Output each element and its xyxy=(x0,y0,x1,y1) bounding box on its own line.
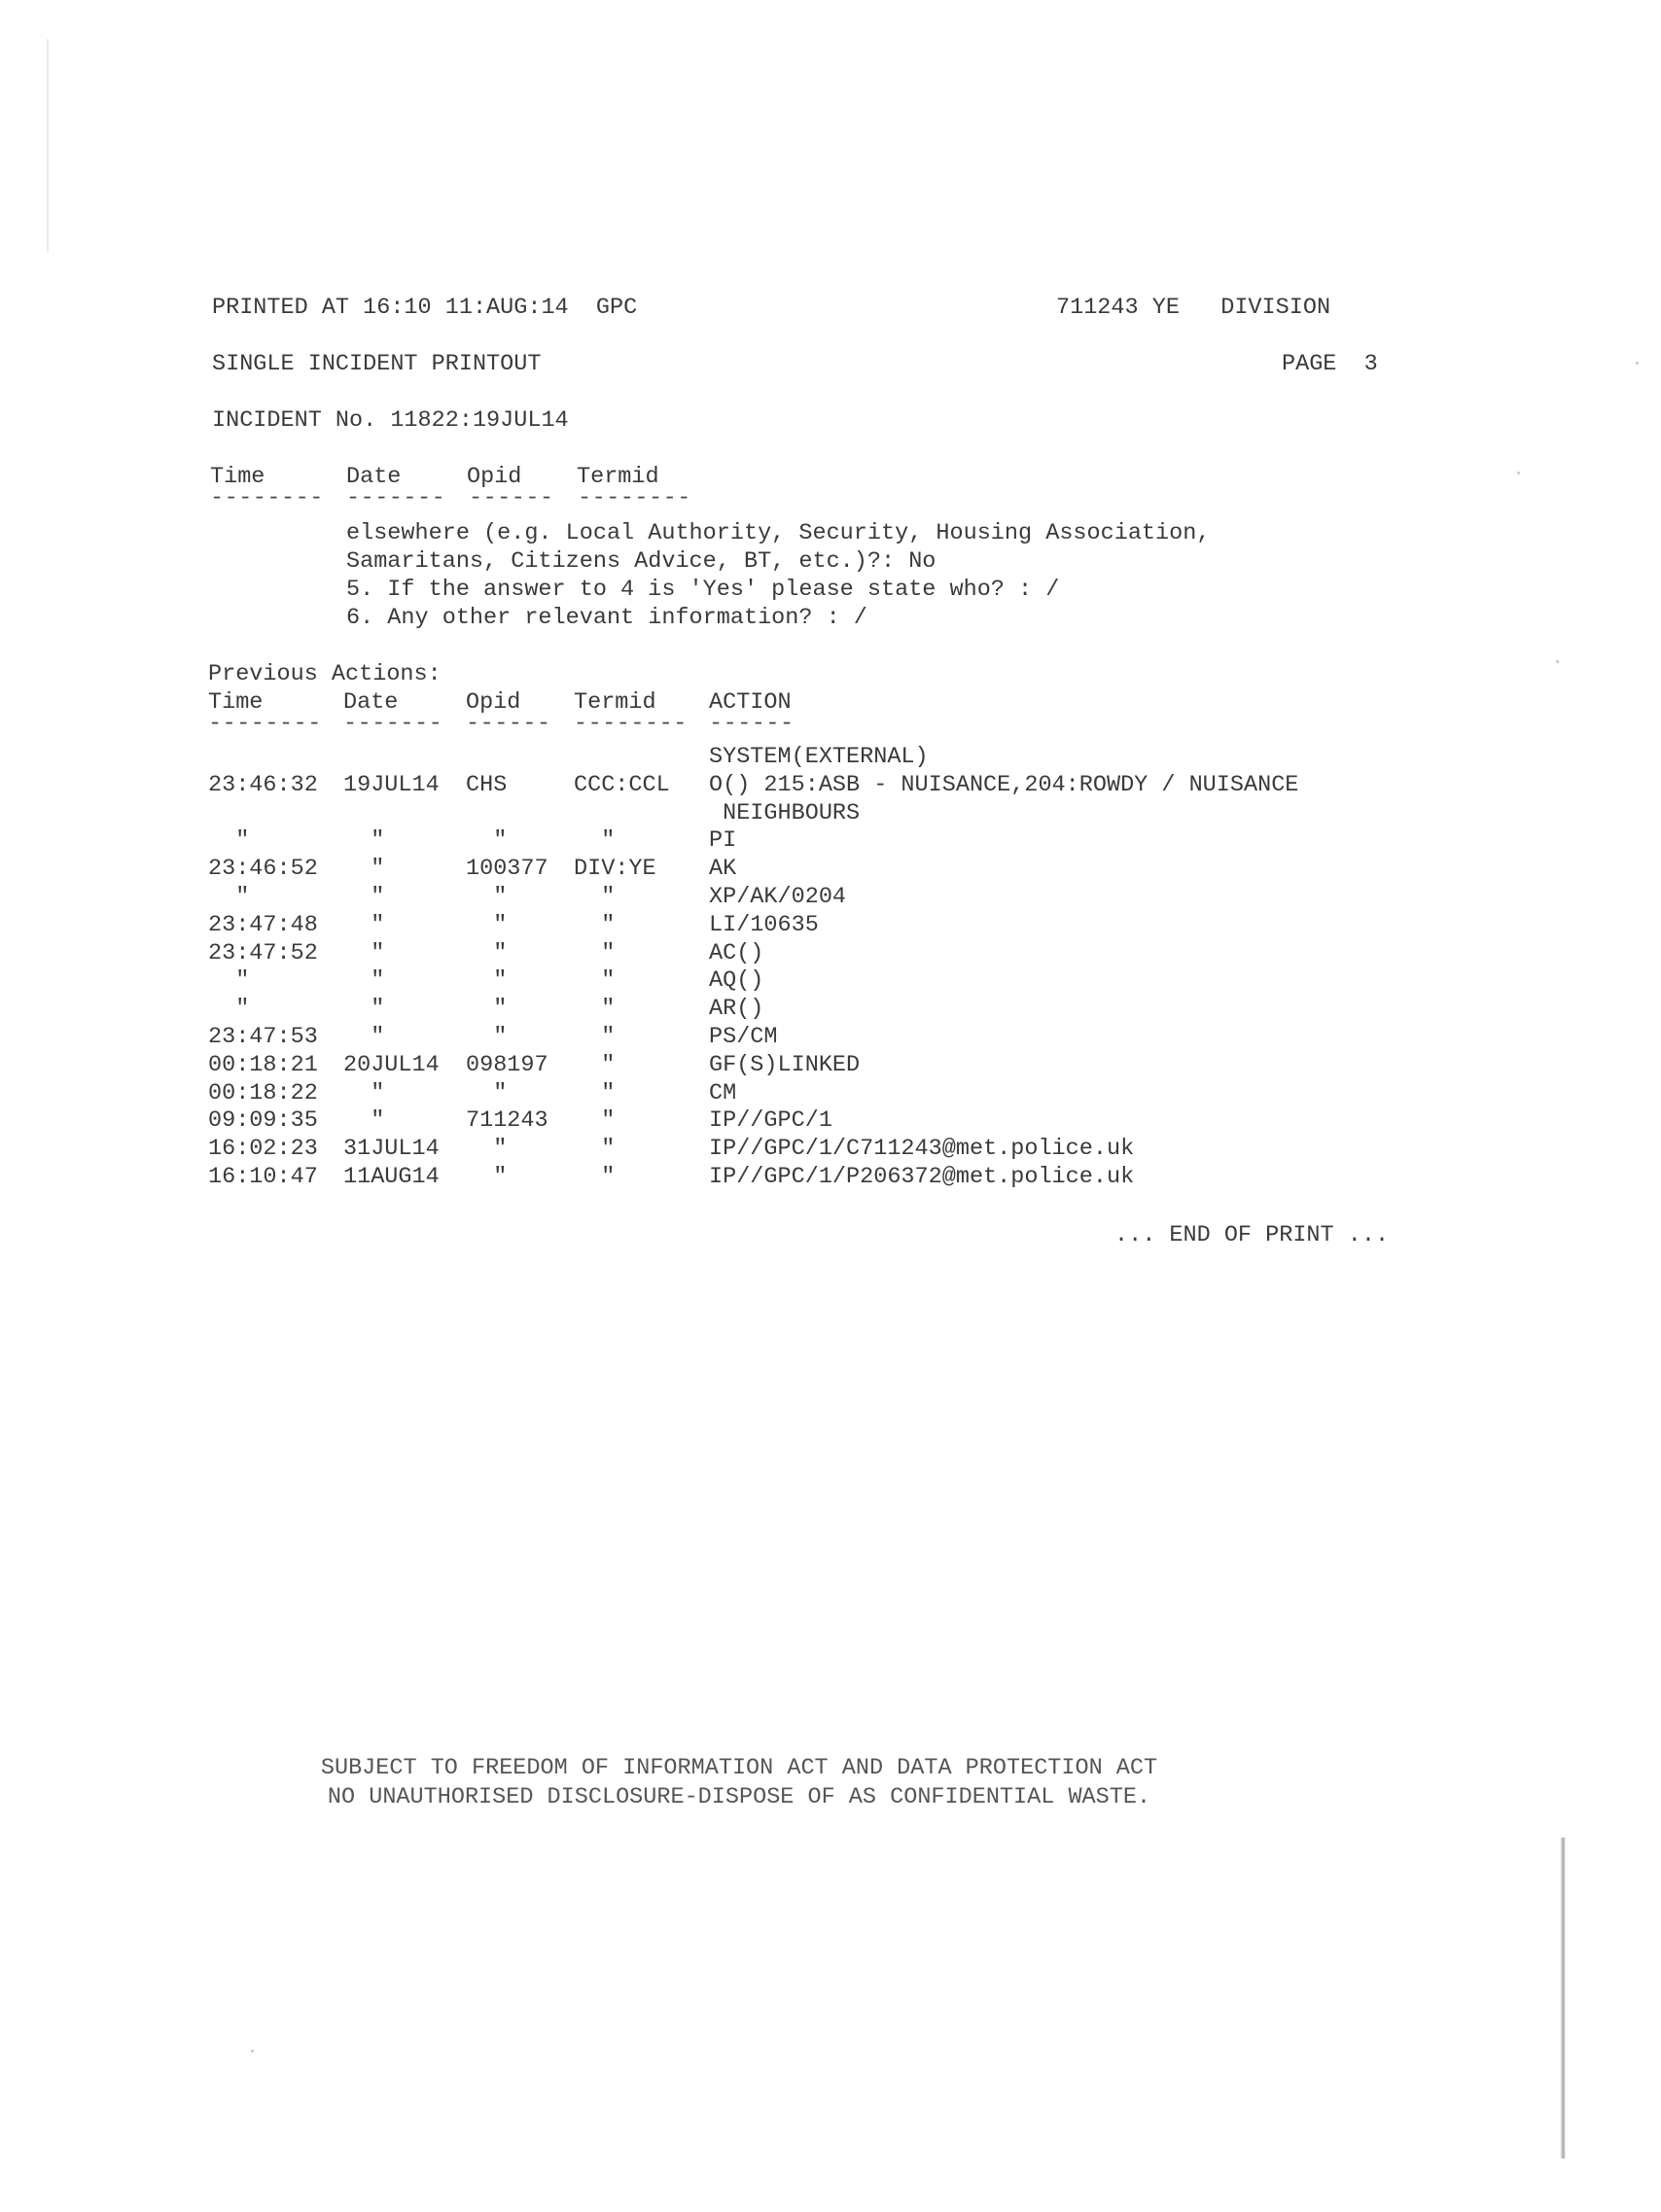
row-opid: " xyxy=(466,939,508,966)
row-termid: " xyxy=(574,996,616,1023)
actions-header-action: ACTION xyxy=(709,689,792,716)
row-termid: " xyxy=(574,1136,616,1163)
scan-artifact-left xyxy=(47,39,49,253)
row-date: " xyxy=(343,884,385,910)
row-opid: " xyxy=(466,1136,508,1163)
row-action: NEIGHBOURS xyxy=(709,799,861,826)
row-action: CM xyxy=(709,1079,737,1106)
row-date: " xyxy=(343,856,385,883)
row-action: AC() xyxy=(709,939,764,966)
scan-speck xyxy=(1517,472,1520,474)
row-date: " xyxy=(343,827,385,855)
scan-artifact-right xyxy=(1560,1838,1566,2159)
row-time: 23:47:48 xyxy=(208,911,318,938)
row-date: " xyxy=(343,1107,385,1135)
col-underline: -------- xyxy=(578,485,691,511)
row-termid: " xyxy=(574,1164,616,1190)
continued-text-line: 5. If the answer to 4 is 'Yes' please state who? : / xyxy=(346,577,1060,603)
scan-speck xyxy=(251,2050,254,2053)
row-action: O() 215:ASB - NUISANCE,204:ROWDY / NUISANCE xyxy=(709,771,1299,798)
row-date: 31JUL14 xyxy=(343,1136,440,1163)
row-date: " xyxy=(343,911,385,938)
row-date: " xyxy=(343,996,385,1023)
row-opid: " xyxy=(466,884,508,910)
footer-line-1: SUBJECT TO FREEDOM OF INFORMATION ACT AND DATA PROTECTION ACT xyxy=(320,1755,1158,1781)
actions-underline: ------- xyxy=(343,711,443,737)
row-time: " xyxy=(208,967,250,995)
row-date: " xyxy=(343,939,385,966)
printed-at-line: PRINTED AT 16:10 11:AUG:14 GPC xyxy=(212,295,638,321)
row-termid: " xyxy=(574,1079,616,1106)
row-action: AQ() xyxy=(709,967,764,995)
col-underline: ------ xyxy=(469,485,554,511)
col-underline: -------- xyxy=(210,485,324,511)
row-termid: " xyxy=(574,1024,616,1050)
actions-header-opid: Opid xyxy=(466,689,521,716)
row-date: 11AUG14 xyxy=(343,1164,440,1190)
row-opid: 100377 xyxy=(466,856,548,883)
row-date: 20JUL14 xyxy=(343,1051,440,1078)
row-opid: 711243 xyxy=(466,1107,548,1135)
row-action: GF(S)LINKED xyxy=(709,1051,861,1078)
end-of-print: ... END OF PRINT ... xyxy=(1114,1222,1390,1248)
row-termid: " xyxy=(574,939,616,966)
col-header-date: Date xyxy=(346,464,402,490)
actions-header-time: Time xyxy=(208,689,264,716)
col-header-time: Time xyxy=(210,464,265,490)
actions-underline: ------ xyxy=(709,711,795,737)
scan-speck xyxy=(1636,362,1639,365)
row-action: PI xyxy=(709,827,737,855)
row-time: 00:18:21 xyxy=(208,1051,318,1078)
row-termid: " xyxy=(574,884,616,910)
col-underline: ------- xyxy=(346,485,446,511)
row-action: IP//GPC/1/P206372@met.police.uk xyxy=(709,1164,1135,1190)
continued-text-line: Samaritans, Citizens Advice, BT, etc.)?: No xyxy=(346,548,937,575)
previous-actions-label: Previous Actions: xyxy=(208,661,442,687)
row-time: 00:18:22 xyxy=(208,1079,318,1106)
operator-division: 711243 YE DIVISION xyxy=(1056,295,1331,321)
row-time: " xyxy=(208,827,250,855)
row-opid: " xyxy=(466,1024,508,1050)
actions-header-termid: Termid xyxy=(574,689,656,716)
scan-speck xyxy=(1556,660,1559,663)
row-opid: " xyxy=(466,911,508,938)
row-action: AK xyxy=(709,856,737,883)
row-date: 19JUL14 xyxy=(343,771,440,798)
col-header-opid: Opid xyxy=(467,464,522,490)
page-number: PAGE 3 xyxy=(1282,351,1378,377)
row-action: IP//GPC/1/C711243@met.police.uk xyxy=(709,1136,1135,1163)
row-opid: CHS xyxy=(466,771,508,798)
row-time: " xyxy=(208,884,250,910)
row-time: 09:09:35 xyxy=(208,1107,318,1135)
continued-text-line: elsewhere (e.g. Local Authority, Security, Housing Association, xyxy=(346,520,1211,546)
actions-header-date: Date xyxy=(343,689,399,716)
row-termid: CCC:CCL xyxy=(574,771,670,798)
continued-text-line: 6. Any other relevant information? : / xyxy=(346,605,867,631)
row-action: AR() xyxy=(709,996,764,1023)
row-action: XP/AK/0204 xyxy=(709,884,847,910)
row-time: 23:47:53 xyxy=(208,1024,318,1050)
row-time: " xyxy=(208,996,250,1023)
row-action: PS/CM xyxy=(709,1024,778,1050)
row-opid: " xyxy=(466,967,508,995)
row-termid: " xyxy=(574,1051,616,1078)
row-opid: 098197 xyxy=(466,1051,548,1078)
row-action: IP//GPC/1 xyxy=(709,1107,832,1135)
row-action: LI/10635 xyxy=(709,911,819,938)
row-time: 16:10:47 xyxy=(208,1164,318,1190)
row-termid: " xyxy=(574,967,616,995)
footer-line-2: NO UNAUTHORISED DISCLOSURE-DISPOSE OF AS CONFIDENTIAL WASTE. xyxy=(327,1784,1151,1810)
row-time: 23:46:32 xyxy=(208,771,318,798)
row-date: " xyxy=(343,967,385,995)
row-opid: " xyxy=(466,996,508,1023)
row-opid: " xyxy=(466,1164,508,1190)
row-date: " xyxy=(343,1024,385,1050)
document-title: SINGLE INCIDENT PRINTOUT xyxy=(212,351,542,377)
row-termid: " xyxy=(574,827,616,855)
row-action: SYSTEM(EXTERNAL) xyxy=(709,744,929,770)
row-time: 16:02:23 xyxy=(208,1136,318,1163)
actions-underline: -------- xyxy=(574,711,688,737)
row-date: " xyxy=(343,1079,385,1106)
row-termid: DIV:YE xyxy=(574,856,656,883)
row-termid: " xyxy=(574,911,616,938)
row-time: 23:47:52 xyxy=(208,939,318,966)
row-time: 23:46:52 xyxy=(208,856,318,883)
actions-underline: -------- xyxy=(208,711,322,737)
row-termid: " xyxy=(574,1107,616,1135)
row-opid: " xyxy=(466,1079,508,1106)
actions-underline: ------ xyxy=(466,711,551,737)
col-header-termid: Termid xyxy=(577,464,659,490)
row-opid: " xyxy=(466,827,508,855)
incident-number: INCIDENT No. 11822:19JUL14 xyxy=(212,407,569,434)
